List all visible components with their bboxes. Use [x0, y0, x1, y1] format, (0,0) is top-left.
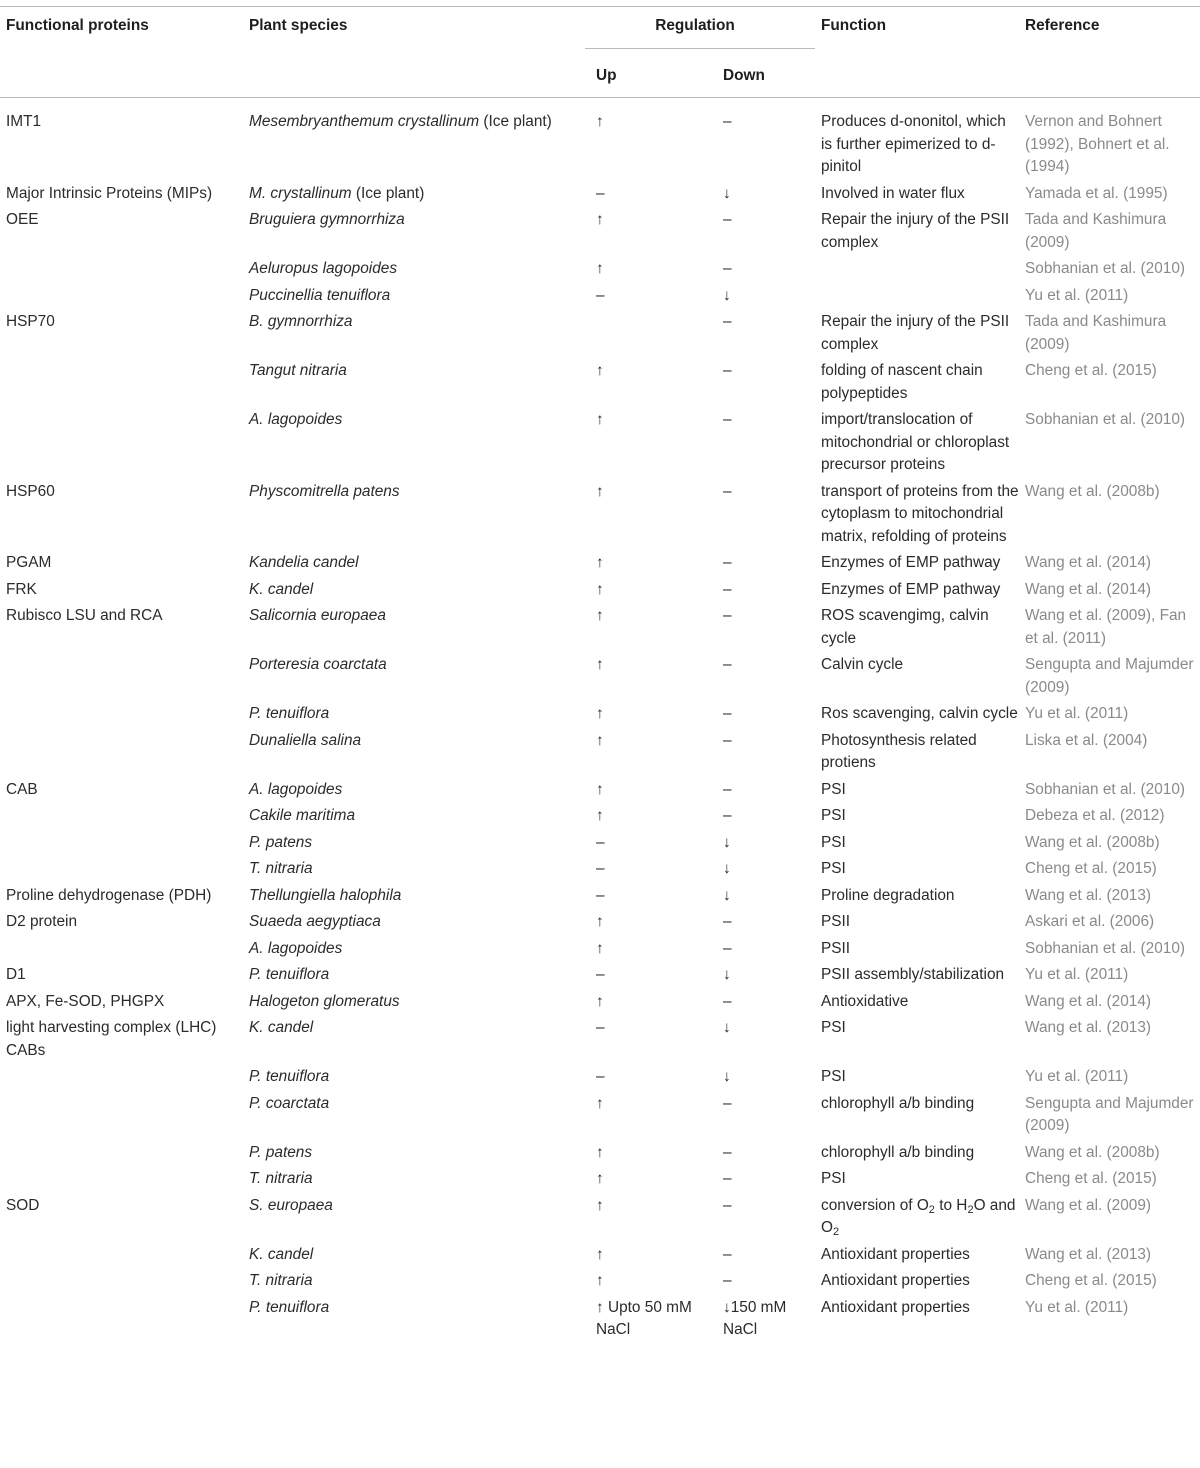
table-row — [0, 1266, 1200, 1293]
species-common-name: (Ice plant) — [351, 184, 425, 202]
cell-down: – — [723, 211, 732, 228]
cell-function — [815, 254, 1019, 281]
cell-up: – — [596, 860, 605, 877]
cell-protein: SOD — [6, 1196, 40, 1214]
table-row — [0, 601, 1200, 650]
header-up: Up — [585, 49, 721, 98]
cell-protein — [0, 1062, 243, 1089]
cell-down: – — [723, 113, 732, 130]
table-row — [0, 281, 1200, 308]
cell-species — [243, 1013, 585, 1062]
cell-reference: Yu et al. (2011) — [1025, 1068, 1129, 1085]
header-down: Down — [721, 49, 815, 98]
table-row — [0, 179, 1200, 206]
cell-down: – — [723, 1094, 732, 1112]
cell-protein: CAB — [6, 780, 38, 798]
cell-protein — [0, 1293, 243, 1342]
cell-function: PSI — [821, 833, 846, 851]
cell-up: ↑ — [596, 992, 604, 1010]
cell-up: ↑ — [596, 554, 604, 571]
cell-reference: Wang et al. (2008b) — [1025, 482, 1160, 500]
cell-down: – — [723, 411, 732, 428]
cell-function: Repair the injury of the PSII complex — [821, 211, 1010, 251]
cell-function: Antioxidant properties — [821, 1272, 970, 1289]
cell-species — [243, 1138, 585, 1165]
cell-up: ↑ — [596, 731, 604, 749]
table-row — [0, 356, 1200, 405]
cell-function: Antioxidant properties — [821, 1245, 970, 1263]
cell-function: Involved in water flux — [821, 184, 965, 202]
cell-function: chlorophyll a/b binding — [821, 1143, 975, 1161]
cell-function: PSII — [821, 913, 851, 930]
cell-species — [243, 405, 585, 477]
species-name: K. candel — [249, 1019, 314, 1036]
cell-function — [815, 281, 1019, 308]
cell-up: – — [596, 833, 605, 851]
cell-down: – — [723, 554, 732, 571]
cell-function: PSI — [821, 860, 846, 877]
species-name: Porteresia coarctata — [249, 656, 387, 673]
cell-protein: Proline dehydrogenase (PDH) — [6, 886, 212, 904]
cell-up: – — [596, 1019, 605, 1036]
cell-function: import/translocation of mitochondrial or chloroplast precursor proteins — [821, 411, 1010, 473]
cell-protein — [0, 828, 243, 855]
cell-up: ↑ — [596, 913, 604, 930]
cell-protein: Rubisco LSU and RCA — [6, 607, 163, 624]
cell-down: – — [723, 939, 732, 957]
cell-function: folding of nascent chain polypeptides — [821, 362, 983, 402]
cell-reference: Cheng et al. (2015) — [1025, 860, 1157, 877]
cell-species — [243, 281, 585, 308]
table-row — [0, 575, 1200, 602]
cell-down: – — [723, 580, 732, 598]
cell-protein — [0, 356, 243, 405]
species-name: P. tenuiflora — [249, 1298, 330, 1316]
cell-species — [243, 601, 585, 650]
cell-up: ↑ — [596, 705, 604, 722]
cell-protein — [0, 854, 243, 881]
table-row — [0, 1138, 1200, 1165]
cell-down: – — [723, 260, 732, 277]
species-name: Bruguiera gymnorrhiza — [249, 211, 405, 228]
cell-protein — [0, 1266, 243, 1293]
cell-down: – — [723, 482, 732, 500]
cell-up: ↑ — [596, 580, 604, 598]
cell-protein — [0, 699, 243, 726]
cell-protein — [0, 934, 243, 961]
cell-function: Antioxidative — [821, 992, 909, 1010]
table-row — [0, 934, 1200, 961]
cell-function: PSI — [821, 807, 846, 824]
table-row — [0, 828, 1200, 855]
cell-down: – — [723, 362, 732, 379]
cell-down: ↓150 mM NaCl — [723, 1298, 787, 1338]
cell-protein — [0, 1089, 243, 1138]
cell-reference: Yamada et al. (1995) — [1025, 184, 1168, 202]
species-name: B. gymnorrhiza — [249, 313, 353, 330]
species-name: P. tenuiflora — [249, 705, 330, 722]
cell-reference: Wang et al. (2013) — [1025, 1019, 1152, 1036]
cell-up: ↑ — [596, 1196, 604, 1214]
cell-protein — [0, 801, 243, 828]
species-name: K. candel — [249, 580, 314, 598]
cell-species — [243, 179, 585, 206]
cell-reference: Sobhanian et al. (2010) — [1025, 780, 1186, 798]
cell-up: – — [596, 886, 605, 904]
cell-up: ↑ — [596, 939, 604, 957]
cell-down: – — [723, 313, 732, 330]
species-name: A. lagopoides — [249, 939, 343, 957]
species-name: Kandelia candel — [249, 554, 359, 571]
cell-function: Calvin cycle — [821, 656, 904, 673]
cell-species — [243, 1191, 585, 1240]
cell-down: – — [723, 1272, 732, 1289]
cell-reference: Yu et al. (2011) — [1025, 1298, 1129, 1316]
cell-species — [243, 726, 585, 775]
species-name: Physcomitrella patens — [249, 482, 400, 500]
cell-down: ↓ — [723, 1068, 731, 1085]
cell-species — [243, 854, 585, 881]
table-row — [0, 1089, 1200, 1138]
header-functional-proteins: Functional proteins — [6, 17, 149, 34]
table-body — [0, 98, 1200, 1342]
cell-reference: Vernon and Bohnert (1992), Bohnert et al. (1994) — [1025, 113, 1170, 175]
species-name: Puccinellia tenuiflora — [249, 286, 391, 304]
cell-down: – — [723, 656, 732, 673]
table-row — [0, 477, 1200, 549]
cell-up: ↑ — [596, 607, 604, 624]
species-name: Thellungiella halophila — [249, 886, 402, 904]
cell-species — [243, 934, 585, 961]
species-name: Salicornia europaea — [249, 607, 386, 624]
cell-protein: IMT1 — [6, 113, 42, 130]
species-name: K. candel — [249, 1245, 314, 1263]
cell-protein — [0, 650, 243, 699]
cell-species — [243, 775, 585, 802]
cell-down: ↓ — [723, 286, 731, 304]
cell-down: ↓ — [723, 860, 731, 877]
cell-protein — [0, 1138, 243, 1165]
cell-species — [243, 307, 585, 356]
cell-up: – — [596, 184, 605, 202]
cell-species — [243, 254, 585, 281]
species-common-name: (Ice plant) — [479, 113, 552, 130]
species-name: Tangut nitraria — [249, 362, 347, 379]
cell-function: Ros scavenging, calvin cycle — [821, 705, 1018, 722]
cell-function: PSII — [821, 939, 851, 957]
header-regulation: Regulation — [655, 17, 735, 34]
cell-species — [243, 907, 585, 934]
cell-reference: Wang et al. (2014) — [1025, 580, 1152, 598]
cell-up: ↑ — [596, 656, 604, 673]
cell-species — [243, 960, 585, 987]
cell-function: Enzymes of EMP pathway — [821, 554, 1001, 571]
cell-down: – — [723, 607, 732, 624]
table-row — [0, 1062, 1200, 1089]
cell-up: ↑ — [596, 807, 604, 824]
cell-down: – — [723, 992, 732, 1010]
table-row — [0, 960, 1200, 987]
cell-reference: Liska et al. (2004) — [1025, 731, 1148, 749]
table-row — [0, 801, 1200, 828]
table-row — [0, 1293, 1200, 1342]
cell-protein: APX, Fe-SOD, PHGPX — [6, 992, 165, 1010]
species-name: P. coarctata — [249, 1094, 330, 1112]
cell-reference: Yu et al. (2011) — [1025, 286, 1129, 304]
cell-down: – — [723, 1143, 732, 1161]
cell-up: – — [596, 966, 605, 983]
cell-protein: D2 protein — [6, 913, 78, 930]
table-row — [0, 254, 1200, 281]
cell-reference: Cheng et al. (2015) — [1025, 362, 1157, 379]
species-name: P. tenuiflora — [249, 1068, 330, 1085]
table-row — [0, 205, 1200, 254]
cell-species — [243, 1266, 585, 1293]
table-row — [0, 987, 1200, 1014]
species-name: T. nitraria — [249, 1170, 313, 1187]
cell-reference: Wang et al. (2013) — [1025, 1245, 1152, 1263]
table-row — [0, 775, 1200, 802]
cell-function: conversion of $O_2$ to $H_2O$ and $O_2$ — [821, 1196, 1016, 1238]
species-name: S. europaea — [249, 1196, 333, 1214]
cell-up: ↑ — [596, 1170, 604, 1187]
cell-function: ROS scavengimg, calvin cycle — [821, 607, 989, 647]
cell-reference: Wang et al. (2008b) — [1025, 1143, 1160, 1161]
species-name: Suaeda aegyptiaca — [249, 913, 381, 930]
cell-protein: OEE — [6, 211, 39, 228]
table-row — [0, 1240, 1200, 1267]
table-row — [0, 854, 1200, 881]
header-function: Function — [821, 17, 886, 34]
cell-down: ↓ — [723, 833, 731, 851]
species-name: T. nitraria — [249, 860, 313, 877]
cell-reference: Wang et al. (2009) — [1025, 1196, 1152, 1214]
cell-down: – — [723, 780, 732, 798]
cell-up: ↑ — [596, 780, 604, 798]
species-name: Halogeton glomeratus — [249, 992, 400, 1010]
cell-up: ↑ — [596, 260, 604, 277]
table-row — [0, 726, 1200, 775]
cell-function: transport of proteins from the cytoplasm to mitochondrial matrix, refolding of proteins — [821, 482, 1019, 545]
table-top-rule — [0, 6, 1200, 7]
species-name: P. tenuiflora — [249, 966, 330, 983]
cell-reference: Sobhanian et al. (2010) — [1025, 411, 1186, 428]
cell-down: – — [723, 705, 732, 722]
cell-reference: Wang et al. (2014) — [1025, 992, 1152, 1010]
cell-down: – — [723, 1245, 732, 1263]
cell-up: ↑ — [596, 1143, 604, 1161]
cell-species — [243, 881, 585, 908]
cell-species — [243, 575, 585, 602]
table-row — [0, 1013, 1200, 1062]
cell-function: chlorophyll a/b binding — [821, 1094, 975, 1112]
cell-protein — [0, 1240, 243, 1267]
cell-species — [243, 1240, 585, 1267]
cell-function: PSI — [821, 780, 846, 798]
cell-protein — [0, 405, 243, 477]
cell-species — [243, 1089, 585, 1138]
cell-up: ↑ — [596, 211, 604, 228]
cell-protein: light harvesting complex (LHC) CABs — [6, 1019, 217, 1059]
cell-reference: Wang et al. (2009), Fan et al. (2011) — [1025, 607, 1187, 647]
cell-reference: Cheng et al. (2015) — [1025, 1272, 1157, 1289]
cell-down: ↓ — [723, 1019, 731, 1036]
cell-species — [243, 98, 585, 179]
species-name: Mesembryanthemum crystallinum — [249, 113, 480, 130]
cell-down: – — [723, 731, 732, 749]
cell-reference: Askari et al. (2006) — [1025, 913, 1155, 930]
cell-species — [243, 650, 585, 699]
cell-reference: Wang et al. (2008b) — [1025, 833, 1160, 851]
cell-up: – — [596, 286, 605, 304]
cell-down: ↓ — [723, 886, 731, 904]
species-name: Cakile maritima — [249, 807, 356, 824]
cell-function: PSI — [821, 1170, 846, 1187]
cell-protein: HSP70 — [6, 313, 55, 330]
cell-function: Enzymes of EMP pathway — [821, 580, 1001, 598]
cell-up: ↑ — [596, 362, 604, 379]
cell-protein — [0, 1164, 243, 1191]
cell-protein: HSP60 — [6, 482, 55, 500]
cell-species — [243, 1164, 585, 1191]
cell-species — [243, 205, 585, 254]
species-name: M. crystallinum — [249, 184, 352, 202]
cell-protein: PGAM — [6, 554, 52, 571]
cell-function: Photosynthesis related protiens — [821, 731, 977, 771]
table-row — [0, 307, 1200, 356]
cell-up — [585, 307, 721, 356]
header-plant-species: Plant species — [249, 17, 348, 34]
cell-species — [243, 828, 585, 855]
cell-protein: Major Intrinsic Proteins (MIPs) — [6, 184, 213, 202]
cell-function: Produces d-ononitol, which is further epimerized to d-pinitol — [821, 113, 1006, 175]
species-name: Dunaliella salina — [249, 731, 362, 749]
cell-down: ↓ — [723, 184, 731, 202]
cell-up: ↑ Upto 50 mM NaCl — [596, 1298, 692, 1338]
cell-function: Proline degradation — [821, 886, 955, 904]
species-name: P. patens — [249, 833, 313, 851]
cell-function: PSII assembly/stabilization — [821, 966, 1005, 983]
cell-species — [243, 801, 585, 828]
cell-function: PSI — [821, 1068, 846, 1085]
cell-species — [243, 356, 585, 405]
cell-species — [243, 699, 585, 726]
cell-species — [243, 548, 585, 575]
species-name: A. lagopoides — [249, 411, 343, 428]
table-row — [0, 881, 1200, 908]
cell-protein: FRK — [6, 580, 37, 598]
cell-reference: Debeza et al. (2012) — [1025, 807, 1165, 824]
cell-reference: Wang et al. (2014) — [1025, 554, 1152, 571]
species-name: A. lagopoides — [249, 780, 343, 798]
table-row — [0, 405, 1200, 477]
cell-up: ↑ — [596, 1094, 604, 1112]
cell-reference: Sobhanian et al. (2010) — [1025, 939, 1186, 957]
cell-down: – — [723, 1196, 732, 1214]
cell-reference: Cheng et al. (2015) — [1025, 1170, 1157, 1187]
table-row — [0, 699, 1200, 726]
cell-down: – — [723, 1170, 732, 1187]
species-name: T. nitraria — [249, 1272, 313, 1289]
cell-function: PSI — [821, 1019, 846, 1036]
cell-reference: Sengupta and Majumder (2009) — [1025, 656, 1194, 696]
table-row — [0, 548, 1200, 575]
cell-function: Antioxidant properties — [821, 1298, 970, 1316]
cell-down: – — [723, 807, 732, 824]
cell-up: ↑ — [596, 411, 604, 428]
species-name: Aeluropus lagopoides — [249, 260, 398, 277]
cell-reference: Wang et al. (2013) — [1025, 886, 1152, 904]
cell-up: – — [596, 1068, 605, 1085]
cell-reference: Yu et al. (2011) — [1025, 705, 1129, 722]
cell-species — [243, 987, 585, 1014]
header-reference: Reference — [1025, 17, 1100, 34]
cell-reference: Tada and Kashimura (2009) — [1025, 313, 1167, 353]
cell-protein — [0, 281, 243, 308]
cell-reference: Tada and Kashimura (2009) — [1025, 211, 1167, 251]
table-row — [0, 650, 1200, 699]
cell-protein: D1 — [6, 966, 26, 983]
table-row — [0, 907, 1200, 934]
cell-reference: Yu et al. (2011) — [1025, 966, 1129, 983]
cell-protein — [0, 726, 243, 775]
cell-species — [243, 1062, 585, 1089]
cell-down: – — [723, 913, 732, 930]
cell-species — [243, 1293, 585, 1342]
cell-protein — [0, 254, 243, 281]
cell-down: ↓ — [723, 966, 731, 983]
cell-function: Repair the injury of the PSII complex — [821, 313, 1010, 353]
cell-up: ↑ — [596, 482, 604, 500]
cell-reference: Sobhanian et al. (2010) — [1025, 260, 1186, 277]
table-row — [0, 98, 1200, 179]
cell-up: ↑ — [596, 113, 604, 130]
cell-up: ↑ — [596, 1272, 604, 1289]
cell-species — [243, 477, 585, 549]
cell-up: ↑ — [596, 1245, 604, 1263]
table-row — [0, 1191, 1200, 1240]
species-name: P. patens — [249, 1143, 313, 1161]
table-row — [0, 1164, 1200, 1191]
cell-reference: Sengupta and Majumder (2009) — [1025, 1094, 1194, 1134]
